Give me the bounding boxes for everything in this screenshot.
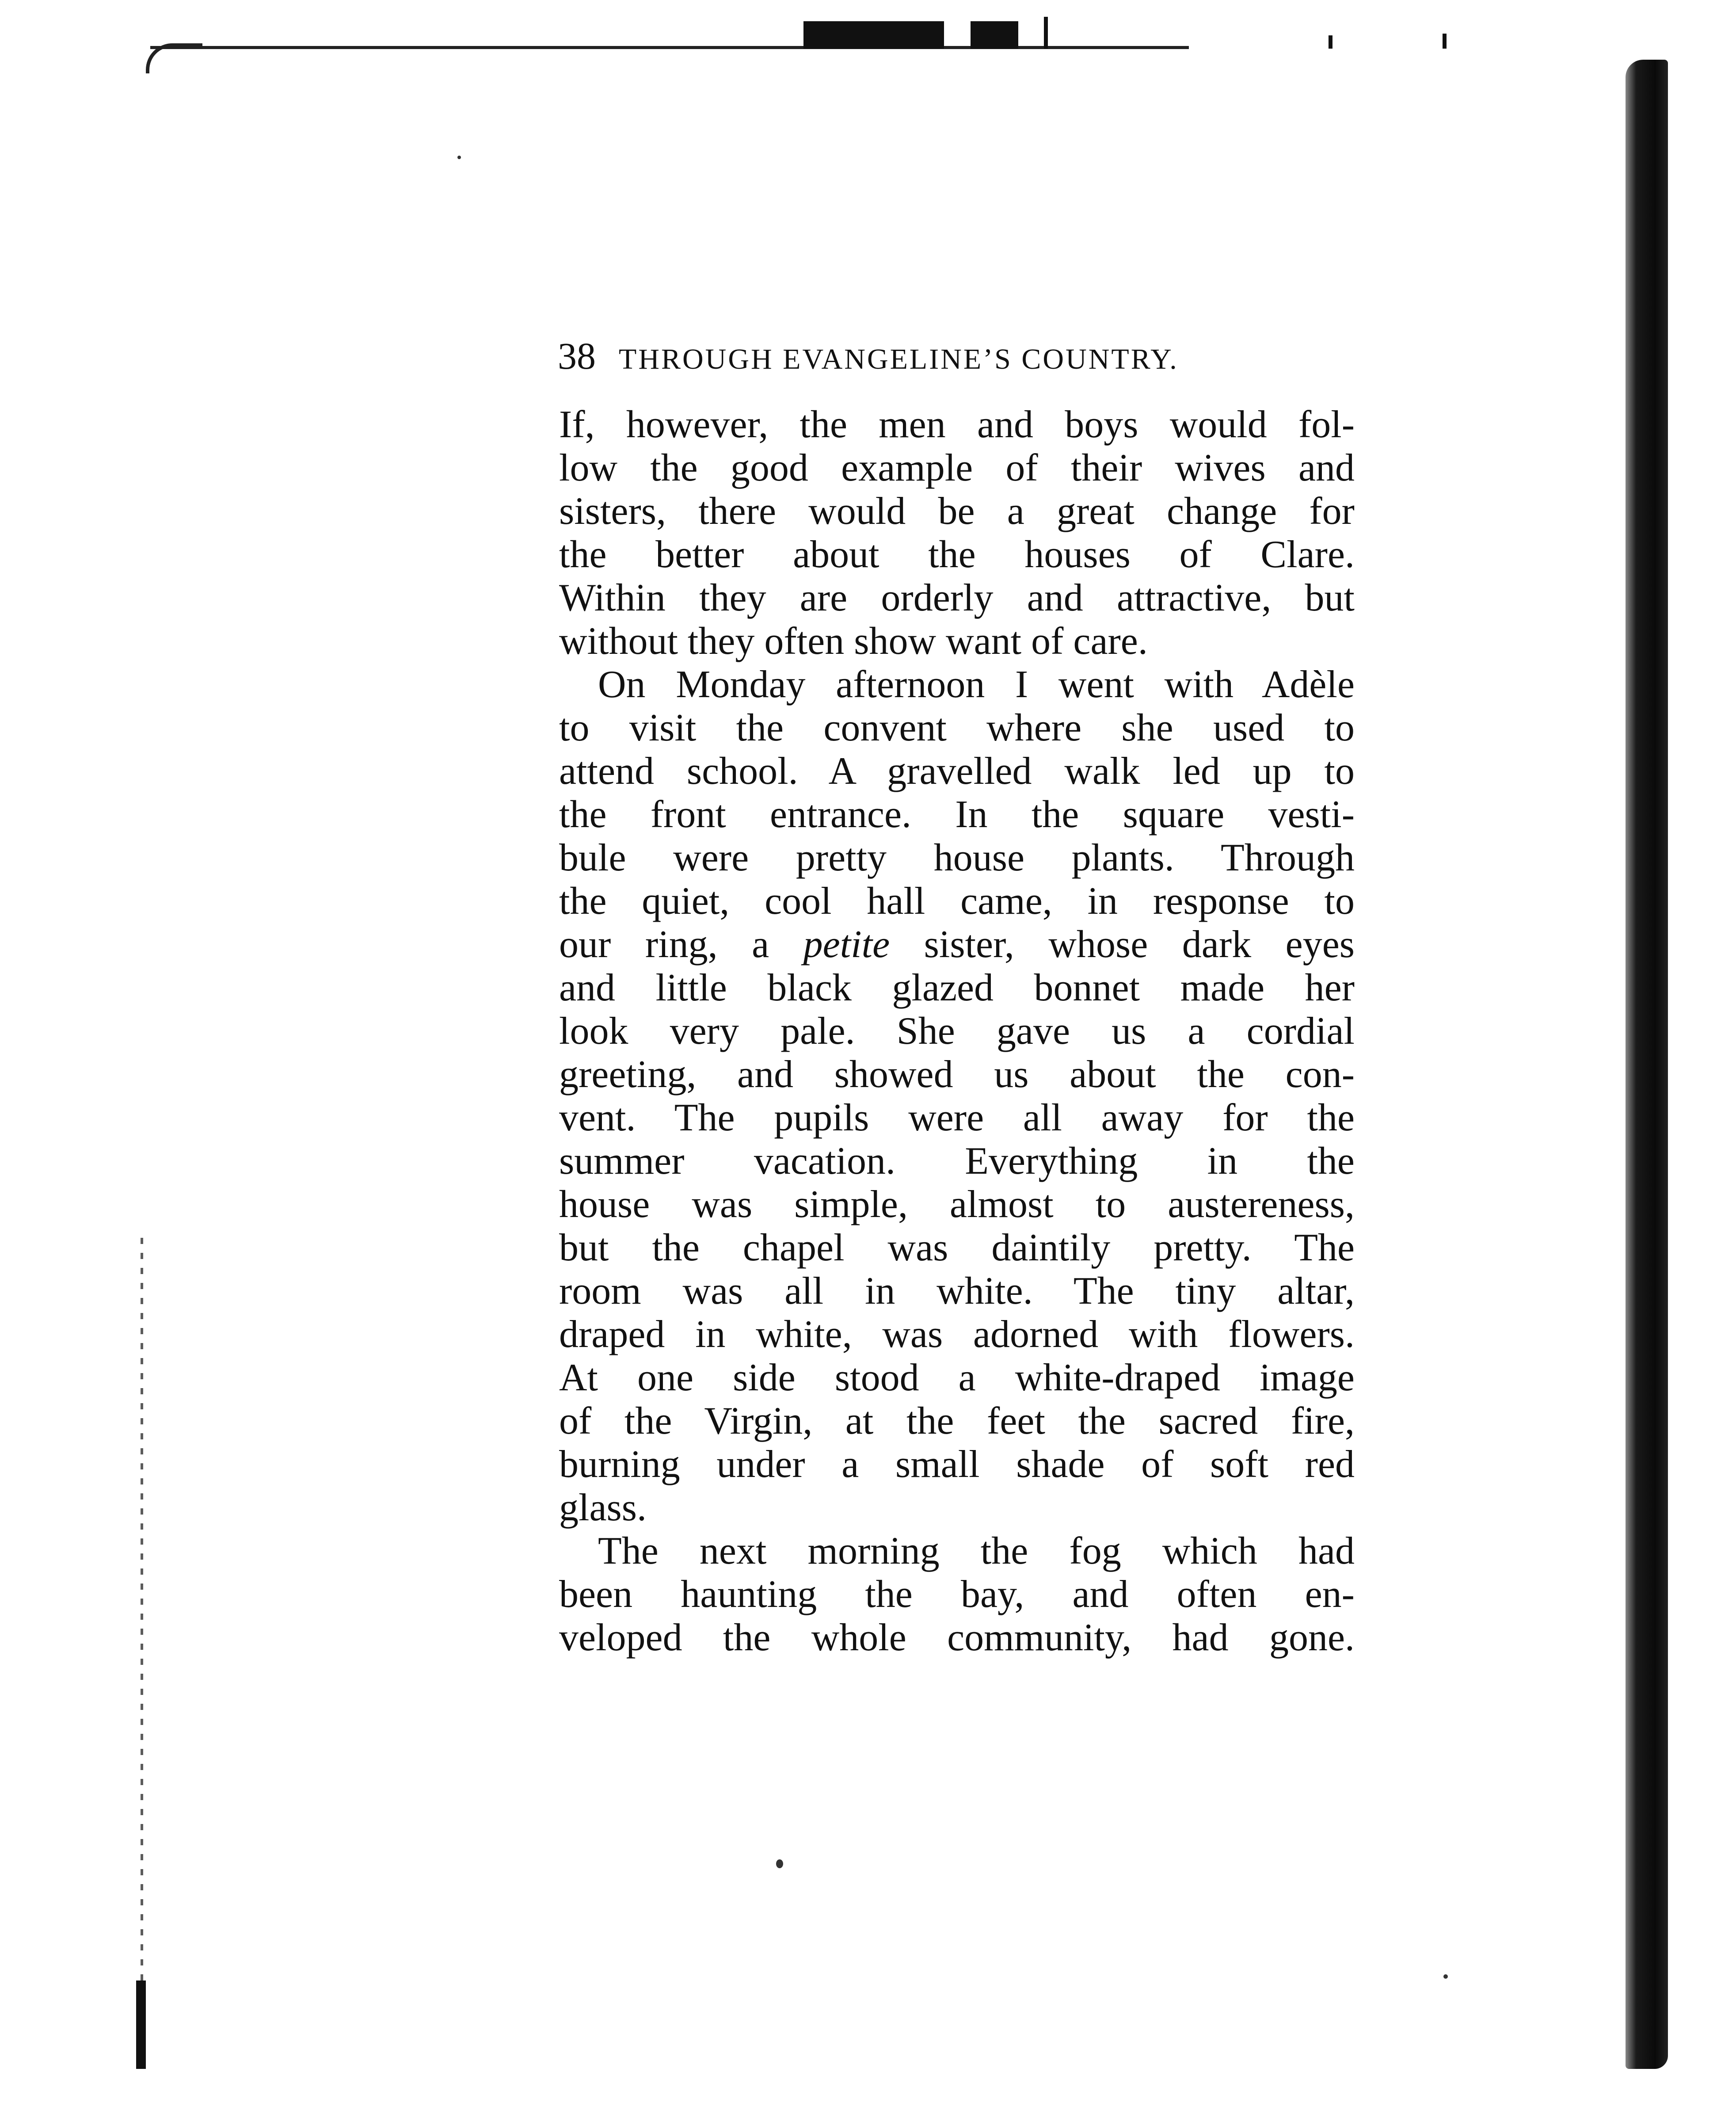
text-line: and little black glazed bonnet made her xyxy=(559,966,1355,1009)
text-line: Within they are orderly and attractive, but xyxy=(559,576,1355,619)
text-line: If, however, the men and boys would fol- xyxy=(559,403,1355,446)
text-line: greeting, and showed us about the con- xyxy=(559,1053,1355,1096)
scan-top-tick xyxy=(1044,17,1048,49)
text-line: glass. xyxy=(559,1486,647,1529)
scan-speck xyxy=(1443,1974,1448,1979)
text-line: the front entrance. In the square vesti- xyxy=(559,793,1355,836)
scan-speck xyxy=(776,1859,783,1868)
text-line: to visit the convent where she used to xyxy=(559,706,1355,749)
scan-right-edge-shadow xyxy=(1626,60,1668,2069)
text-line xyxy=(559,923,1355,966)
text-line: of the Virgin, at the feet the sacred fire, xyxy=(559,1400,1355,1442)
scan-left-edge xyxy=(141,1238,143,2060)
paragraph xyxy=(559,403,1355,663)
text-line: the quiet, cool hall came, in response to xyxy=(559,880,1355,923)
text-line: sisters, there would be a great change for xyxy=(559,490,1355,533)
text-run: our ring, a xyxy=(559,923,803,966)
scan-top-block xyxy=(971,21,1018,49)
scan-top-rule xyxy=(150,46,1189,49)
text-line: burning under a small shade of soft red xyxy=(559,1443,1355,1486)
body-text xyxy=(559,403,1355,1660)
text-line: At one side stood a white-draped image xyxy=(559,1356,1355,1399)
text-line: house was simple, almost to austereness, xyxy=(559,1183,1355,1226)
text-line: attend school. A gravelled walk led up to xyxy=(559,750,1355,793)
text-run: sister, whose dark eyes xyxy=(890,923,1355,966)
scan-top-tick xyxy=(1329,35,1332,49)
page-number: 38 xyxy=(558,335,596,377)
text-line: the better about the houses of Clare. xyxy=(559,533,1355,576)
text-line: bule were pretty house plants. Through xyxy=(559,836,1355,879)
scan-top-block xyxy=(803,21,944,49)
italic-word: petite xyxy=(803,923,890,966)
text-line: vent. The pupils were all away for the xyxy=(559,1096,1355,1139)
text-line: but the chapel was daintily pretty. The xyxy=(559,1226,1355,1269)
text-line: draped in white, was adorned with flowers. xyxy=(559,1313,1355,1356)
text-line: look very pale. She gave us a cordial xyxy=(559,1010,1355,1053)
scan-left-edge-mark xyxy=(136,1980,146,2069)
text-line: without they often show want of care. xyxy=(559,620,1148,663)
scan-speck xyxy=(457,156,461,159)
text-line: low the good example of their wives and xyxy=(559,446,1355,489)
text-line: On Monday afternoon I went with Adèle xyxy=(598,663,1355,706)
paragraph xyxy=(559,1530,1355,1660)
paragraph xyxy=(559,663,1355,1530)
running-title: THROUGH EVANGELINE’S COUNTRY. xyxy=(619,343,1179,375)
text-line: veloped the whole community, had gone. xyxy=(559,1616,1355,1659)
text-line: The next morning the fog which had xyxy=(598,1530,1355,1572)
scan-top-tick xyxy=(1443,34,1447,49)
text-line: been haunting the bay, and often en- xyxy=(559,1573,1355,1616)
text-line: room was all in white. The tiny altar, xyxy=(559,1270,1355,1313)
text-line: summer vacation. Everything in the xyxy=(559,1140,1355,1183)
running-head xyxy=(558,329,1353,382)
